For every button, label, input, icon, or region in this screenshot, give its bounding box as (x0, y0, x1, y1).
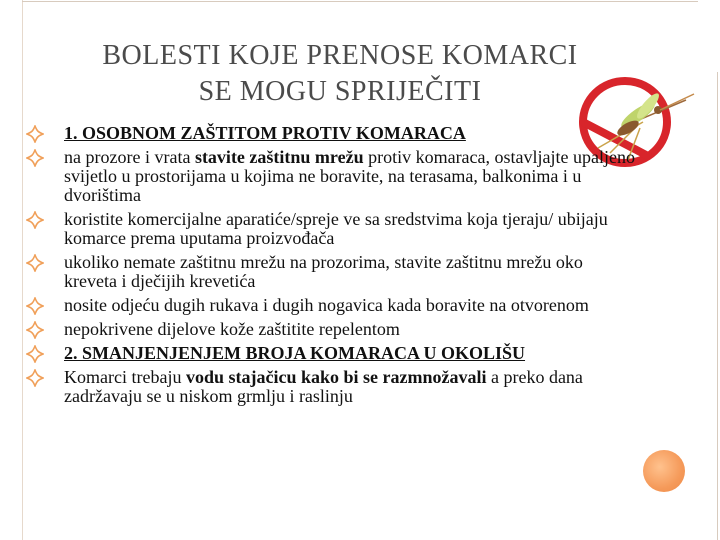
x-star-bullet-icon (26, 254, 44, 272)
x-star-bullet-icon (26, 345, 44, 363)
list-item (0, 253, 640, 291)
heading-reduce-mosquitoes: 2. SMANJENJENJEM BROJA KOMARACA U OKOLIŠU (64, 343, 526, 363)
list-item (0, 296, 640, 315)
list-item (0, 320, 640, 339)
item-text-bold: vodu stajačicu kako bi se razmnožavali (185, 367, 487, 387)
x-star-bullet-icon (26, 149, 44, 167)
list-item (0, 344, 640, 363)
item-text: ukoliko nemate zaštitnu mrežu na prozorima, stavite zaštitnu mrežu oko kreveta i dječijih krevetića (64, 252, 583, 291)
x-star-bullet-icon (26, 297, 44, 315)
item-text: koristite komercijalne aparatiće/spreje ve sa sredstvima koja tjeraju/ ubijaju komarce prema uputama proizvođača (64, 209, 608, 248)
list-item (0, 368, 640, 406)
x-star-bullet-icon (26, 125, 44, 143)
x-star-bullet-icon (26, 321, 44, 339)
slide-title (40, 38, 640, 110)
heading-personal-protection: 1. OSOBNOM ZAŠTITOM PROTIV KOMARACA (64, 123, 466, 143)
item-text-post: protiv komaraca, ostavljajte upaljeno svijetlo u prostorijama u kojima ne boravite, na terasama, balkonima i u dvorištima (64, 147, 635, 205)
title-line-2: SE MOGU SPRIJEČITI (198, 76, 482, 107)
list-item (0, 148, 640, 205)
list-item (0, 124, 640, 143)
decorative-circle (643, 450, 685, 492)
item-text-bold: stavite zaštitnu mrežu (194, 147, 364, 167)
x-star-bullet-icon (26, 369, 44, 387)
list-item (0, 210, 640, 248)
title-line-1: BOLESTI KOJE PRENOSE KOMARCI (102, 40, 578, 71)
item-text-post: a preko dana zadržavaju se u niskom grmlju i raslinju (64, 367, 583, 406)
top-border (22, 1, 698, 2)
item-text-pre: na prozore i vrata (64, 147, 195, 167)
bullet-list (0, 124, 640, 411)
item-text: nepokrivene dijelove kože zaštitite repelentom (64, 319, 400, 339)
right-border (717, 72, 718, 540)
item-text-pre: Komarci trebaju (64, 367, 186, 387)
item-text: nosite odjeću dugih rukava i dugih nogavica kada boravite na otvorenom (64, 295, 589, 315)
x-star-bullet-icon (26, 211, 44, 229)
